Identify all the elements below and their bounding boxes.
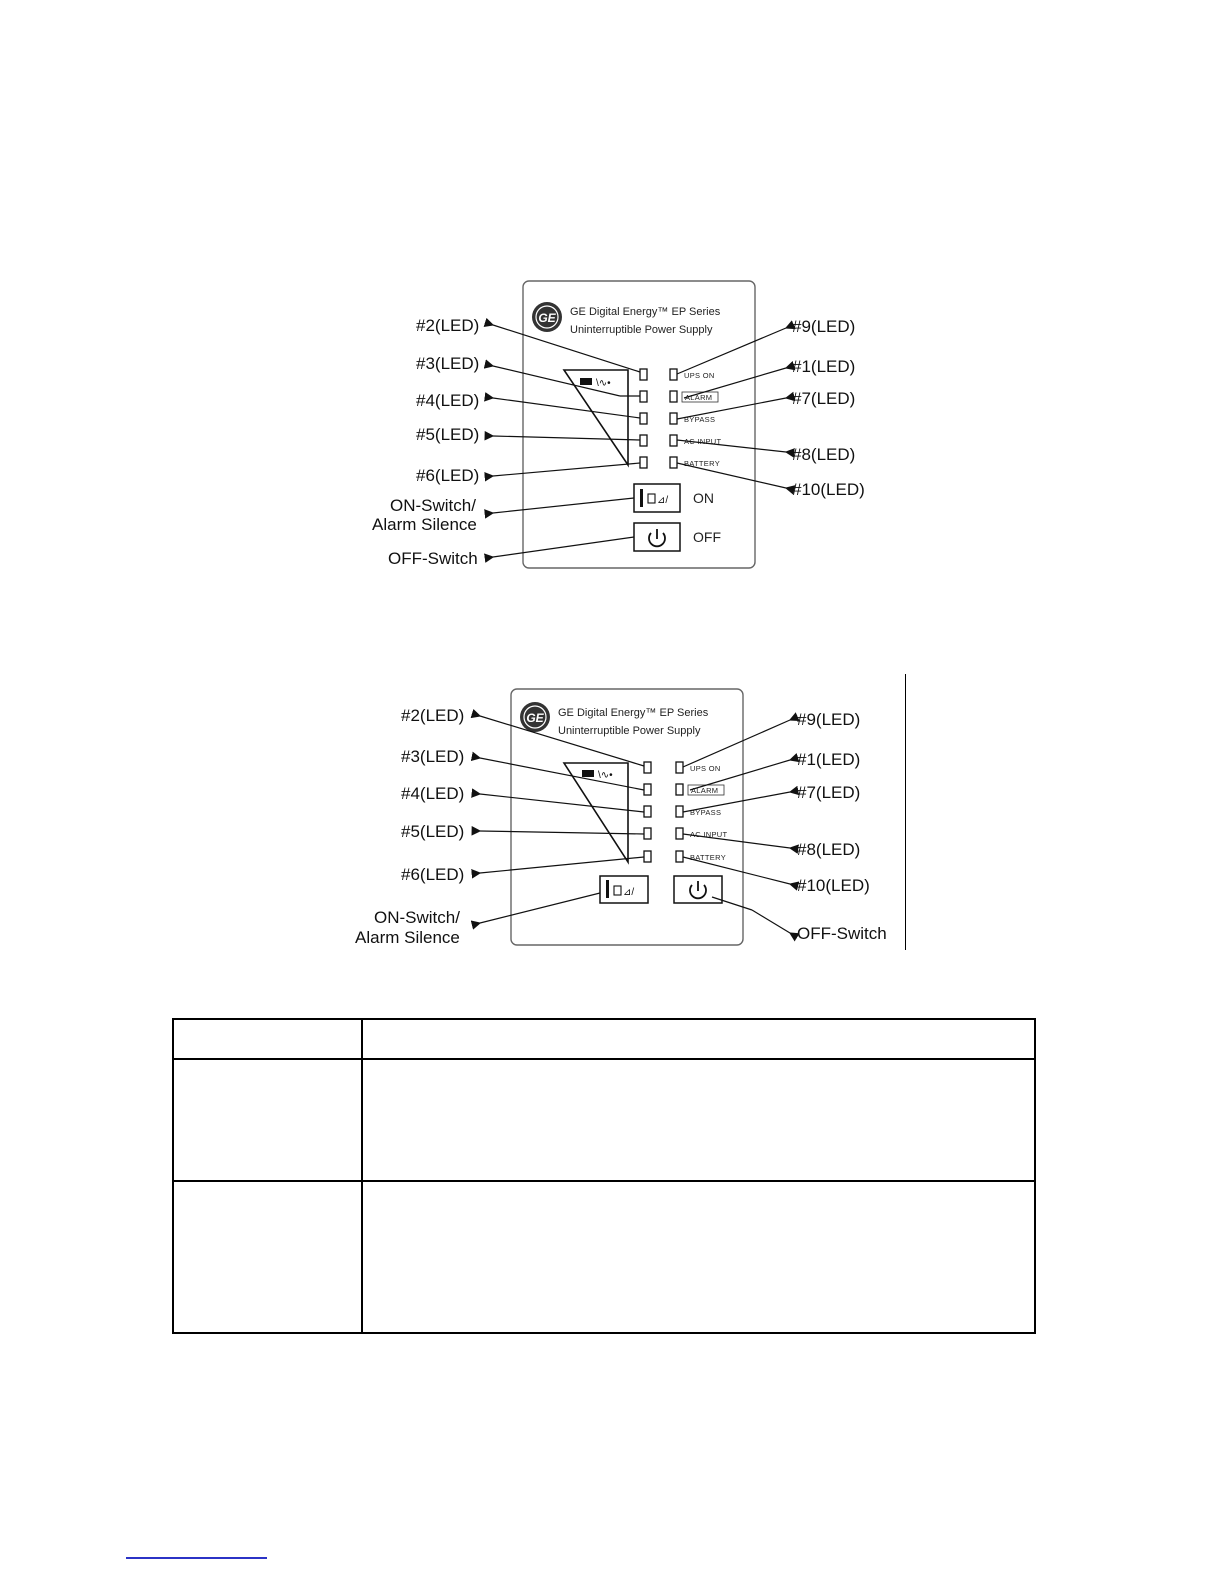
callout-led10-2: #10(LED) (797, 876, 870, 895)
led-label-alarm: ALARM (685, 393, 713, 402)
led-9 (676, 762, 683, 773)
callout-led3: #3(LED) (416, 354, 480, 373)
led-label-bypass-2: BYPASS (690, 808, 722, 817)
svg-text:⊿/: ⊿/ (623, 887, 635, 898)
callout-off-switch-2: OFF-Switch (797, 924, 887, 943)
off-label: OFF (693, 529, 721, 545)
ge-logo-text: GE (538, 311, 556, 325)
callout-led8: #8(LED) (792, 445, 856, 464)
led-5 (644, 828, 651, 839)
vertical-rule (905, 674, 906, 950)
table-cell (173, 1181, 362, 1333)
callout-led1-2: #1(LED) (797, 750, 861, 769)
off-switch-button[interactable] (634, 523, 680, 551)
led-label-ac-input-2: AC INPUT (690, 830, 728, 839)
led-label-ac-input: AC INPUT (684, 437, 722, 446)
callout-led5-2: #5(LED) (401, 822, 465, 841)
callout-led6: #6(LED) (416, 466, 480, 485)
led-1 (670, 391, 677, 402)
led-1 (676, 784, 683, 795)
led-6 (644, 851, 651, 862)
callout-led4-2: #4(LED) (401, 784, 465, 803)
callout-led3-2: #3(LED) (401, 747, 465, 766)
table-row (173, 1019, 1035, 1059)
on-switch-button-2[interactable] (600, 876, 648, 903)
led-label-battery-2: BATTERY (690, 853, 726, 862)
ge-logo-text-2: GE (526, 711, 544, 725)
callout-led6-2: #6(LED) (401, 865, 465, 884)
front-panel-diagram-rack (0, 670, 1224, 960)
led-6 (640, 457, 647, 468)
led-8 (670, 435, 677, 446)
on-switch-button[interactable] (634, 484, 680, 512)
led-7 (670, 413, 677, 424)
led-label-bypass: BYPASS (684, 415, 716, 424)
front-panel-svg-tower (0, 270, 1224, 590)
callout-led1: #1(LED) (792, 357, 856, 376)
callout-led4: #4(LED) (416, 391, 480, 410)
led-8 (676, 828, 683, 839)
callout-led2-2: #2(LED) (401, 706, 465, 725)
led-2 (640, 369, 647, 380)
battery-icon (582, 770, 594, 777)
led-3 (640, 391, 647, 402)
table-row (173, 1059, 1035, 1181)
callout-led7: #7(LED) (792, 389, 856, 408)
callout-on-switch-line1: ON-Switch/ (390, 496, 476, 515)
callout-on-switch-line1-2: ON-Switch/ (374, 908, 460, 927)
led-10 (670, 457, 677, 468)
off-switch-button-2[interactable] (674, 876, 722, 903)
led-10 (676, 851, 683, 862)
led-label-alarm-2: ALARM (691, 786, 719, 795)
table-cell (362, 1019, 1035, 1059)
panel-brand-line2-2: Uninterruptible Power Supply (558, 725, 701, 737)
ge-logo-icon (520, 702, 550, 732)
led-9 (670, 369, 677, 380)
led-7 (676, 806, 683, 817)
ge-logo-icon (532, 302, 562, 332)
led-label-ups-on-2: UPS ON (690, 764, 721, 773)
led-3 (644, 784, 651, 795)
led-4 (644, 806, 651, 817)
table-cell (362, 1059, 1035, 1181)
led-4 (640, 413, 647, 424)
battery-icon (580, 378, 592, 385)
panel-brand-line2: Uninterruptible Power Supply (570, 324, 713, 336)
callout-led9-2: #9(LED) (797, 710, 861, 729)
led-5 (640, 435, 647, 446)
callout-led9: #9(LED) (792, 317, 856, 336)
led-2 (644, 762, 651, 773)
callout-off-switch: OFF-Switch (388, 549, 478, 568)
callout-led7-2: #7(LED) (797, 783, 861, 802)
footer-link-underline[interactable] (126, 1557, 267, 1559)
load-symbol-icon: \∿• (596, 378, 611, 389)
led-label-battery: BATTERY (684, 459, 720, 468)
front-panel-diagram-tower (0, 270, 1224, 590)
panel-brand-line1: GE Digital Energy™ EP Series (570, 306, 721, 318)
led-label-ups-on: UPS ON (684, 371, 715, 380)
load-symbol-icon: \∿• (598, 770, 613, 781)
callout-led10: #10(LED) (792, 480, 865, 499)
table-cell (173, 1059, 362, 1181)
table-row (173, 1181, 1035, 1333)
front-panel-svg-rack (0, 670, 1224, 960)
callout-on-switch-line2-2: Alarm Silence (355, 928, 460, 947)
callout-led2: #2(LED) (416, 316, 480, 335)
panel-brand-line1-2: GE Digital Energy™ EP Series (558, 707, 709, 719)
description-table (172, 1018, 1036, 1334)
table-cell (362, 1181, 1035, 1333)
callout-on-switch-line2: Alarm Silence (372, 515, 477, 534)
table-cell (173, 1019, 362, 1059)
callout-led5: #5(LED) (416, 425, 480, 444)
on-label: ON (693, 490, 714, 506)
callout-led8-2: #8(LED) (797, 840, 861, 859)
svg-text:⊿/: ⊿/ (657, 495, 669, 506)
